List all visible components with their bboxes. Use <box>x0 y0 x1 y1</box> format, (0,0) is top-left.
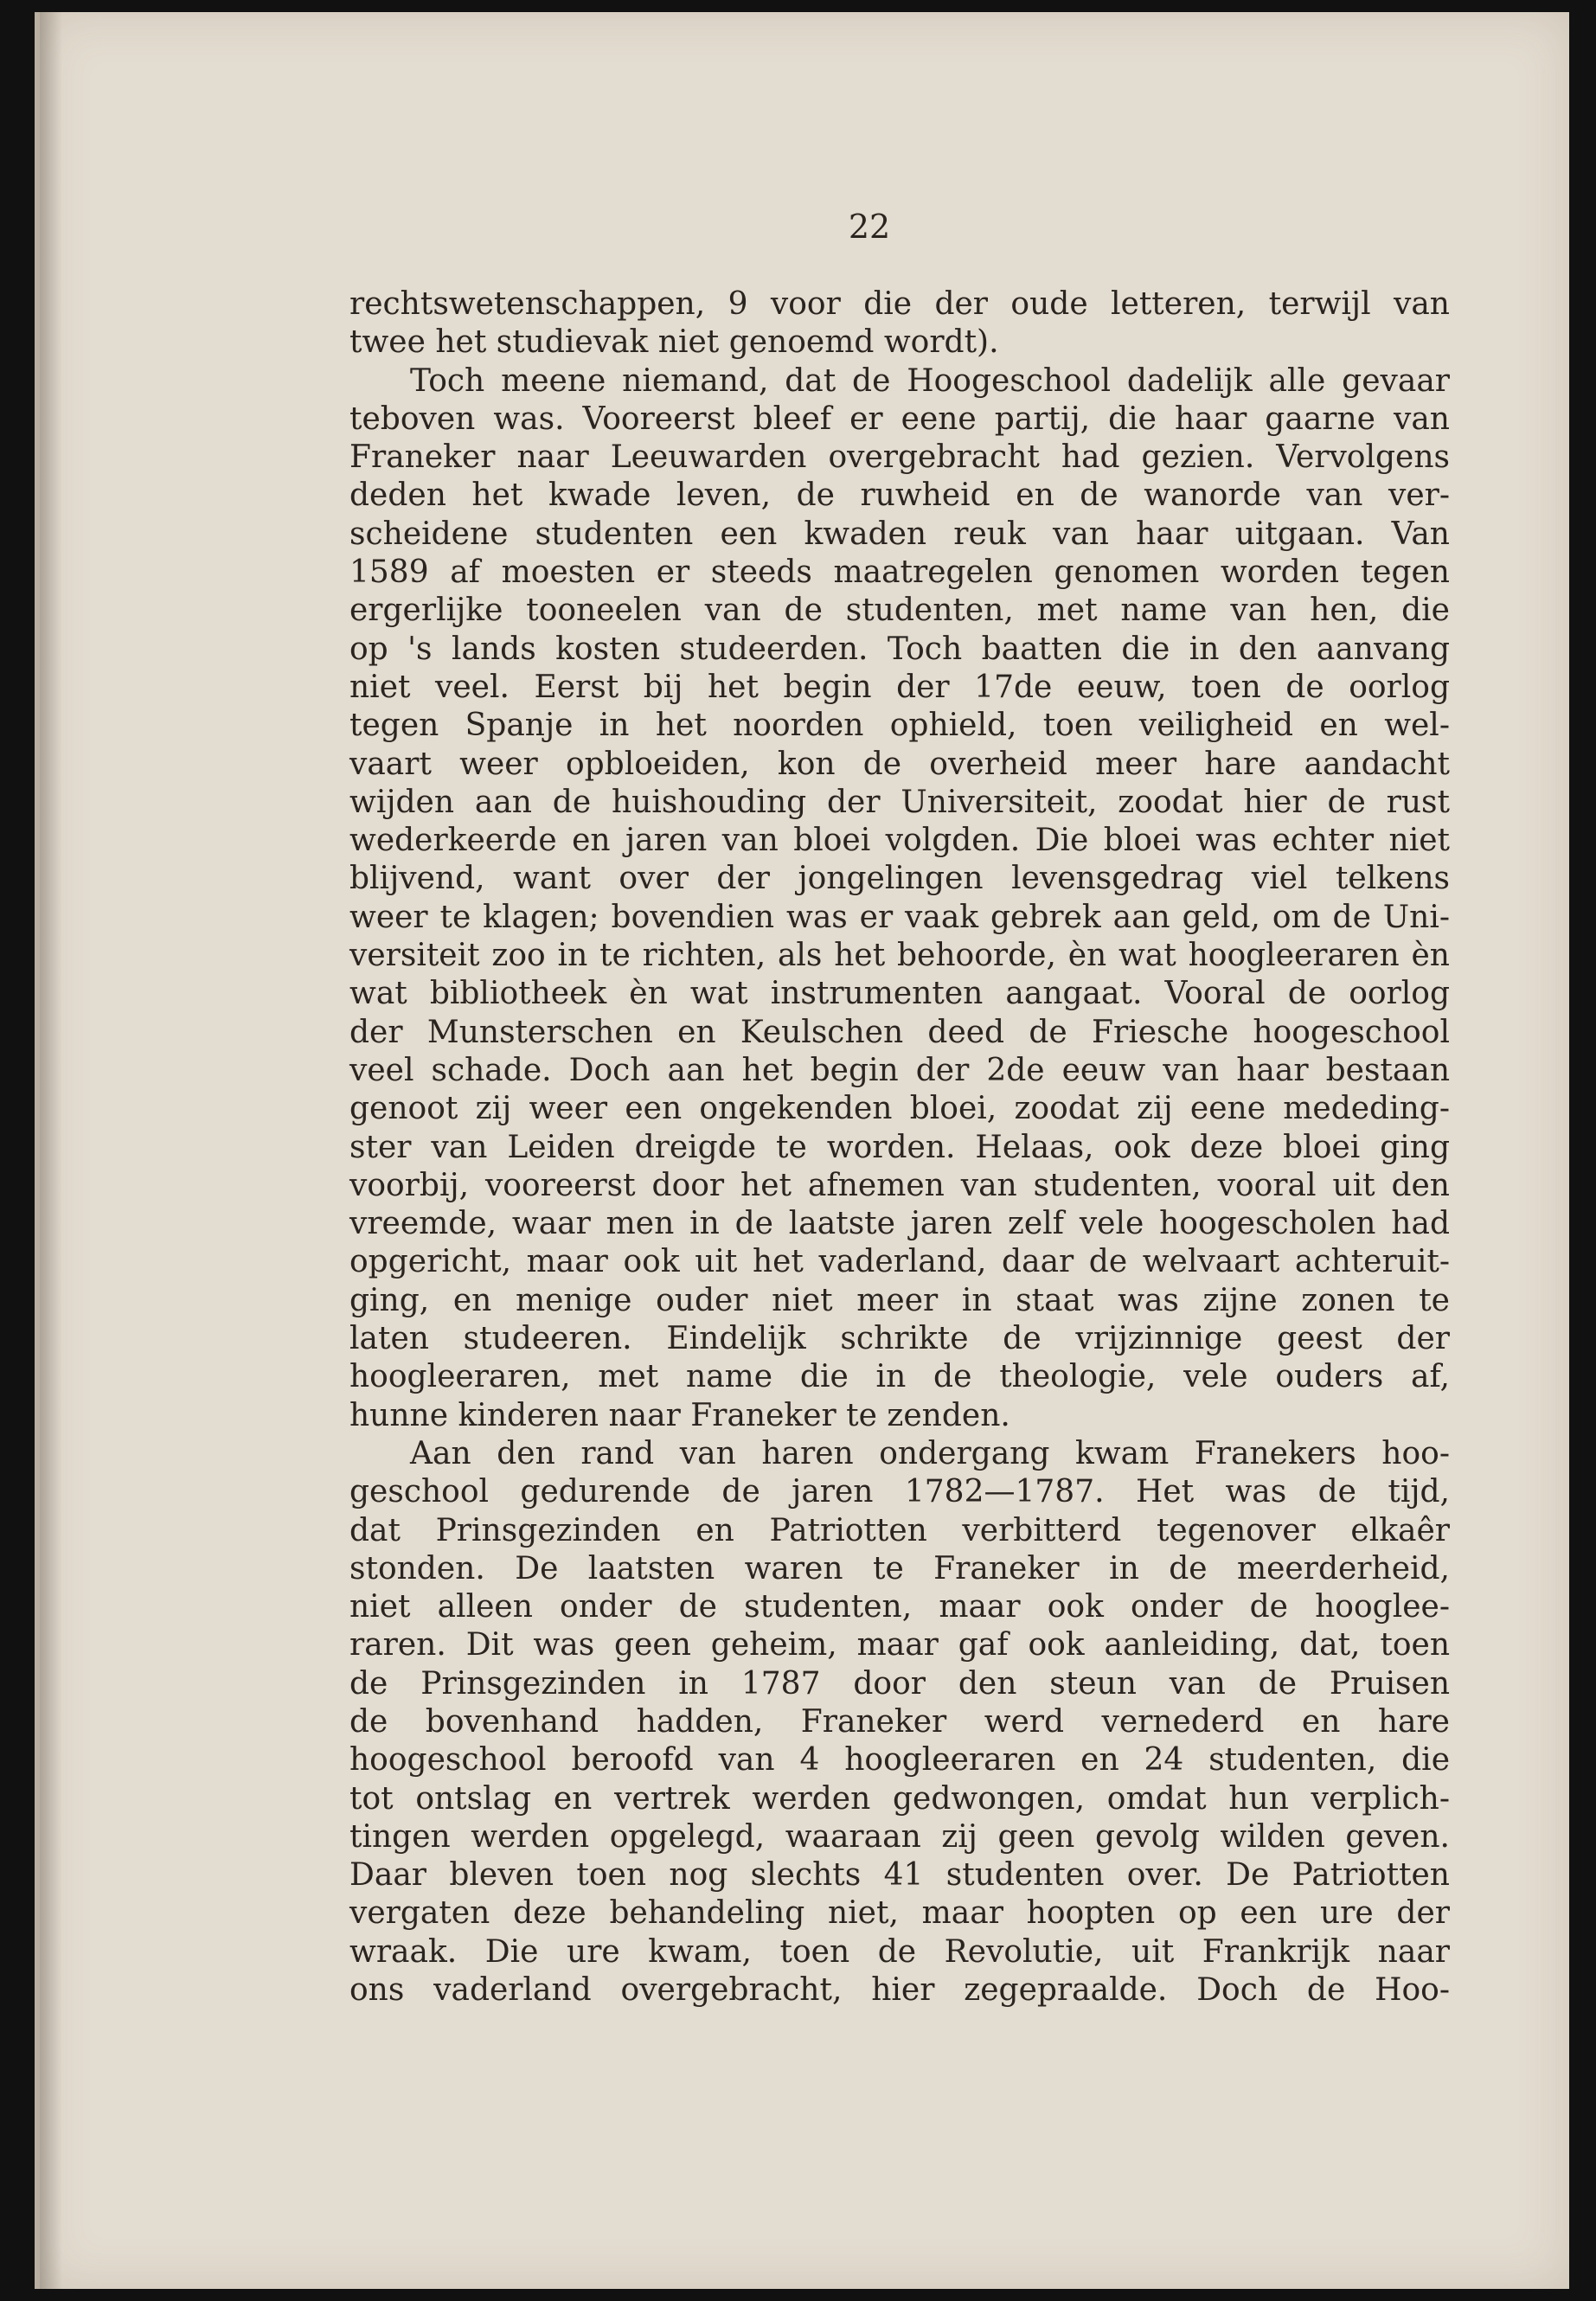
text-line: dat Prinsgezinden en Patriotten verbitterd tegenover elkaêr <box>349 1512 1450 1548</box>
text-line: laten studeeren. Eindelijk schrikte de vrijzinnige geest der <box>349 1321 1450 1357</box>
text-line: wederkeerde en jaren van bloei volgden. Die bloei was echter niet <box>349 823 1450 859</box>
text-line: ons vaderland overgebracht, hier zegepraalde. Doch de Hoo- <box>349 1972 1450 2009</box>
text-line: genoot zij weer een ongekenden bloei, zoodat zij eene mededing- <box>349 1091 1450 1127</box>
text-line: hoogeschool beroofd van 4 hoogleeraren en 24 studenten, die <box>349 1742 1450 1779</box>
text-line: vaart weer opbloeiden, kon de overheid meer hare aandacht <box>349 746 1450 782</box>
text-line: teboven was. Vooreerst bleef er eene partij, die haar gaarne van <box>349 401 1450 437</box>
text-line: rechtswetenschappen, 9 voor die der oude letteren, terwijl van <box>349 286 1450 322</box>
text-line: blijvend, want over der jongelingen levensgedrag viel telkens <box>349 861 1450 897</box>
text-line: opgericht, maar ook uit het vaderland, daar de welvaart achteruit- <box>349 1244 1450 1280</box>
text-line: de Prinsgezinden in 1787 door den steun van de Pruisen <box>349 1665 1450 1702</box>
text-line: tingen werden opgelegd, waaraan zij geen gevolg wilden geven. <box>349 1818 1450 1855</box>
text-line: stonden. De laatsten waren te Franeker in de meerderheid, <box>349 1550 1450 1586</box>
text-line: op 's lands kosten studeerden. Toch baatten die in den aanvang <box>349 631 1450 667</box>
text-line: tot ontslag en vertrek werden gedwongen, omdat hun verplich- <box>349 1780 1450 1817</box>
book-page <box>35 12 1569 2289</box>
text-line: veel schade. Doch aan het begin der 2de eeuw van haar bestaan <box>349 1052 1450 1088</box>
text-line: niet alleen onder de studenten, maar ook onder de hooglee- <box>349 1589 1450 1625</box>
binding-shadow <box>40 12 62 2289</box>
text-line: tegen Spanje in het noorden ophield, toen veiligheid en wel- <box>349 708 1450 744</box>
text-line: hoogleeraren, met name die in de theologie, vele ouders af, <box>349 1359 1450 1395</box>
text-line: weer te klagen; bovendien was er vaak gebrek aan geld, om de Uni- <box>349 899 1450 935</box>
text-line: geschool gedurende de jaren 1782—1787. Het was de tijd, <box>349 1474 1450 1510</box>
body-text <box>349 285 1450 2009</box>
text-line: 1589 af moesten er steeds maatregelen genomen worden tegen <box>349 554 1450 591</box>
text-line: hunne kinderen naar Franeker te zenden. <box>349 1397 1010 1433</box>
text-line: niet veel. Eerst bij het begin der 17de eeuw, toen de oorlog <box>349 669 1450 705</box>
text-line: ging, en menige ouder niet meer in staat was zijne zonen te <box>349 1282 1450 1318</box>
text-line: vergaten deze behandeling niet, maar hoopten op een ure der <box>349 1895 1450 1932</box>
text-line: raren. Dit was geen geheim, maar gaf ook aanleiding, dat, toen <box>349 1627 1450 1663</box>
text-line: scheidene studenten een kwaden reuk van haar uitgaan. Van <box>349 516 1450 552</box>
text-line: de bovenhand hadden, Franeker werd vernederd en hare <box>349 1703 1450 1740</box>
text-line: vreemde, waar men in de laatste jaren zelf vele hoogescholen had <box>349 1206 1450 1242</box>
text-line: ergerlijke tooneelen van de studenten, met name van hen, die <box>349 593 1450 629</box>
text-line: versiteit zoo in te richten, als het behoorde, èn wat hoogleeraren èn <box>349 938 1450 974</box>
text-line: voorbij, vooreerst door het afnemen van studenten, vooral uit den <box>349 1167 1450 1203</box>
text-line: der Munsterschen en Keulschen deed de Friesche hoogeschool <box>349 1014 1450 1050</box>
text-line: twee het studievak niet genoemd wordt). <box>349 324 999 361</box>
text-line: wijden aan de huishouding der Universiteit, zoodat hier de rust <box>349 784 1450 820</box>
text-line: ster van Leiden dreigde te worden. Helaas, ook deze bloei ging <box>349 1129 1450 1165</box>
text-line: wraak. Die ure kwam, toen de Revolutie, uit Frankrijk naar <box>349 1933 1450 1970</box>
text-line: wat bibliotheek èn wat instrumenten aangaat. Vooral de oorlog <box>349 976 1450 1012</box>
text-line: Franeker naar Leeuwarden overgebracht had gezien. Vervolgens <box>349 439 1450 476</box>
paragraph-start-line: Aan den rand van haren ondergang kwam Franekers hoo- <box>410 1435 1450 1471</box>
text-line: deden het kwade leven, de ruwheid en de wanorde van ver- <box>349 478 1450 514</box>
page-number: 22 <box>848 208 891 246</box>
text-line: Daar bleven toen nog slechts 41 studenten over. De Patriotten <box>349 1857 1450 1894</box>
paragraph-start-line: Toch meene niemand, dat de Hoogeschool dadelijk alle gevaar <box>410 362 1450 399</box>
